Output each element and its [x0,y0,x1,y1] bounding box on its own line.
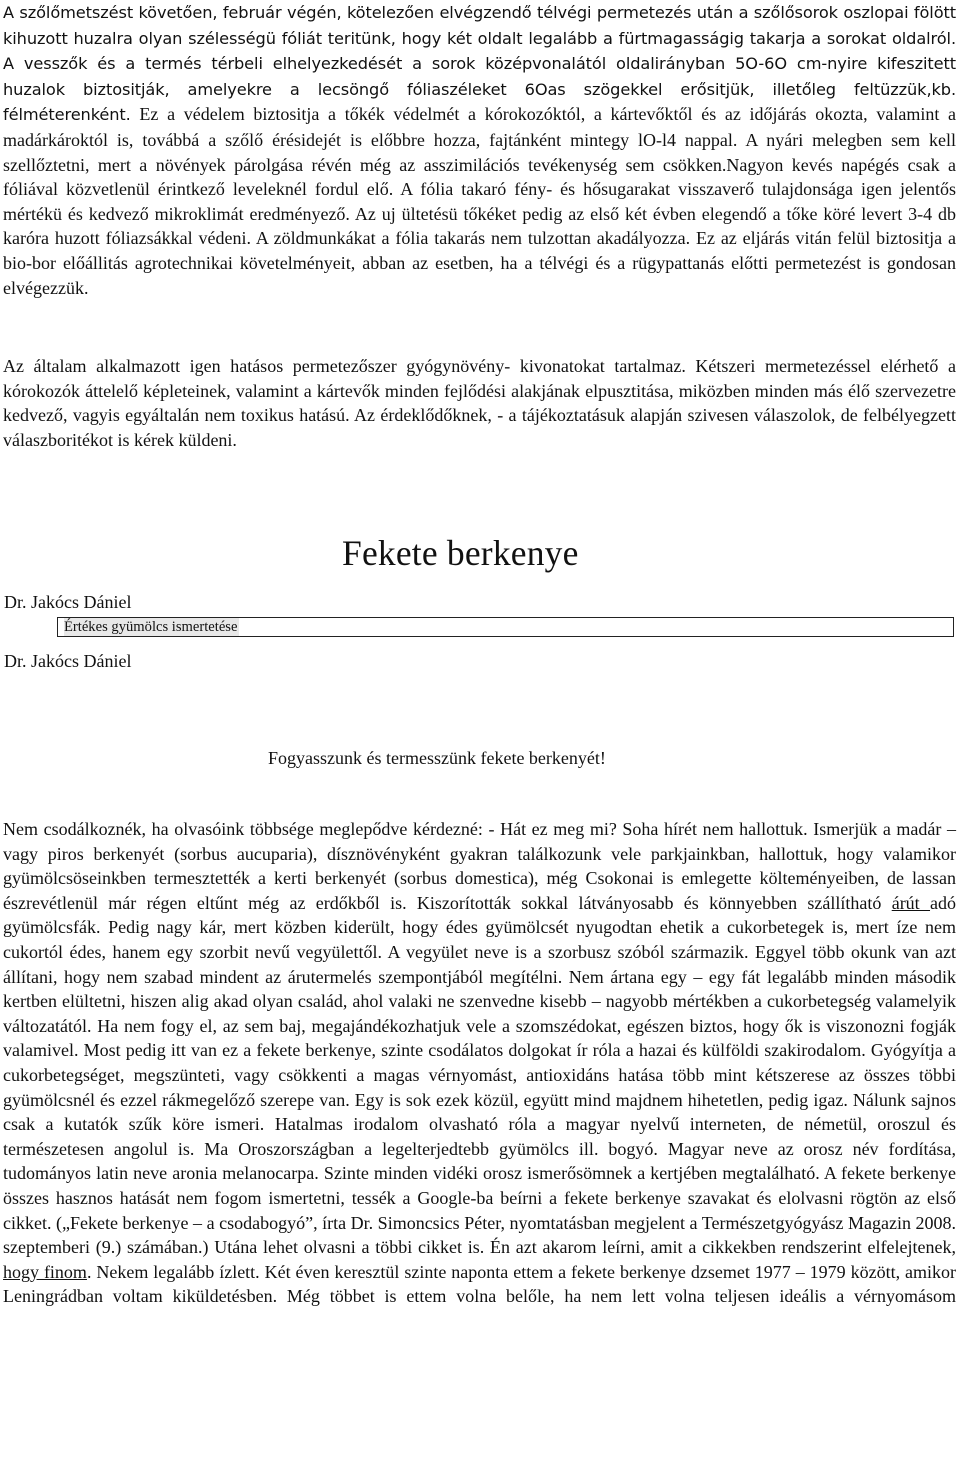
article-tagline: Fogyasszunk és termesszünk fekete berkenyét! [268,748,606,768]
intro-text-serif: Ez a védelem biztositja a tőkék védelmét a kórokozóktól, a kártevőktől és az időjárás okozta, valamint a madárkároktól is, továbbá a szőlő érésidejét is előbbre hozza, fajtánként mintegy lO-l4 nappal. A nyári melegben sem kell szellőztetni, mert a növények párolgása révén még az asszimilációs tevékenység sem csökken.Nagyon kevés napégés csak a fóliával közvetlenül érintkező leveleknél fordul elő. A fólia takaró fény- és hősugarakat visszaverő tulajdonsága igen jelentős mértékü és kedvező mikroklimát eredményező. Az uj ültetésü tőkéket pedig az első két évben elegendő a tőke köré levert 3-4 db karóra huzott fóliazsákkal védeni. A zöldmunkákat a fólia takarás nem tulzottan akadályozza. Ez az eljárás vitán felül biztositja a bio-bor előállitás agrotechnikai követelményeit, abban az esetben, ha a télvégi és a rügypattanás előtti permetezést is gondosan elvégezzük. [3,104,956,298]
author-name-repeat: Dr. Jakócs Dániel [4,651,132,671]
intro-text-sans: A szőlőmetszést követően, február végén, kötelezően elvégzendő télvégi permetezés után a szőlősorok oszlopai fölött kihuzott huzalra olyan szélességü fóliát teritünk, hogy két oldalt legalább a fürtmagasságig takarja a sorokat oldalról. A vesszők és a termés térbeli elhelyezkedését a sorok középvonalától oldalirányban 5O-6O cm-nyire kifeszitett huzalok biztositják, amelyekre a lecsöngő fóliaszéleket 6Oas szögekkel erősitjük, illetőleg feltüzzük,kb. félméterenként. [3,3,956,125]
body-text-part-3: . Nekem legalább ízlett. Két éven keresztül szinte naponta ettem a fekete berkenye dzsemet 1977 – 1979 között, amikor Leningrádban voltam kiküldetésben. Még többet is ettem volna belőle, ha nem lett volna teljesen ideális a vérnyomásom [3,1261,956,1307]
sprayer-paragraph: Az általam alkalmazott igen hatásos permetezőszer gyógynövény- kivonatokat tartalmaz. Kétszeri mermetezéssel elérhető a kórokozók áttelelő képleteinek, valamint a kártevők minden fejlődési alakjának elpusztitása, miközben minden más élő szervezetre kedvező, vagyis egyáltalán nem toxikus hatású. Az érdeklődőknek, - a tájékoztatásuk alapján szivesen válaszolok, de felbélyegzett válaszboritékot is kérek küldeni. [3,356,956,450]
category-box [57,617,954,637]
body-paragraph [3,817,956,1309]
underlined-text-arut: árút [891,892,931,913]
category-label: Értékes gyümölcs ismertetése [64,619,238,635]
body-text-part-2: adó gyümölcsfák. Pedig nagy kár, mert közben kiderült, hogy édes gyümölcsét nyugodtan ehetik a cukorbetegek is, mert íze nem cukortól édes, hanem egy szorbit nevű vegyülettől. A vegyület neve is a szorbusz szóból származik. Eggyel több okunk van azt állítani, hogy nem szabad mindent az árutermelés szempontjából megítélni. Nem ártana egy – egy fát legalább minden második kertben elültetni, hiszen alig akad olyan család, ahol valaki ne szenvedne kisebb – nagyobb mértékben a cukorbetegség valamelyik változatától. Ha nem fogy el, az sem baj, megajándékozhatjuk vele a szomszédokat, egészen biztos, hogy ők is viszonozni fogják valamivel. Most pedig itt van ez a fekete berkenye, szinte csodálatos dolgokat ír róla a hazai és külföldi szakirodalom. Gyógyítja a cukorbetegséget, megszünteti, vagy csökkenti a magas vérnyomást, antioxidáns hatása több mint kétszerese az összes többi gyümölcsnél és ezzel rákmegelőző szerepe van. Egy is sok ezek közül, együtt mind majdnem hihetetlen, pedig igaz. Nálunk sajnos csak a kutatók szűk köre ismeri. Hatalmas irodalom olvasható róla a magyar nyelvű interneten, de németül, oroszul és természetesen angolul is. Ma Oroszországban a legelterjedtebb gyümölcs ill. bogyó. Magyar neve az orosz név fordítása, tudományos latin neve aronia melanocarpa. Szinte minden vidéki orosz ismerősömnek a kertjében megtalálható. A fekete berkenye összes hasznos hatását nem fogom ismertetni, tessék a Google-ba beírni a fekete berkenye szavakat és elolvasni rögtön az első cikket. („Fekete berkenye – a csodabogyó”, írta Dr. Simoncsics Péter, nyomtatásban megjelent a Természetgyógyász Magazin 2008. szeptemberi (9.) számában.) Utána lehet olvasni a többi cikket is. Én azt akarom leírni, amit a cikkekben rendszerint elfelejtenek, [3,892,957,1258]
author-name: Dr. Jakócs Dániel [4,592,132,612]
underlined-text-hogy-finom: hogy finom [3,1261,87,1282]
article-title: Fekete berkenye [342,533,579,573]
intro-paragraph [3,0,956,300]
body-text-part-1: Nem csodálkoznék, ha olvasóink többsége meglepődve kérdezné: - Hát ez meg mi? Soha hírét nem hallottuk. Ismerjük a madár – vagy piros berkenyét (sorbus aucuparia), dísznövényként gyakran találkozunk vele parkjainkban, hallottuk, hogy valamikor gyümölcsöseinkben termesztették a kerti berkenyét (sorbus domestica), még Csokonai is emlegette költeményeiben, de lassan észrevétlenül már régen eltűnt még az erdőkből is. Kiszorították sokkal látványosabb és könnyebben szállítható [3,819,956,913]
